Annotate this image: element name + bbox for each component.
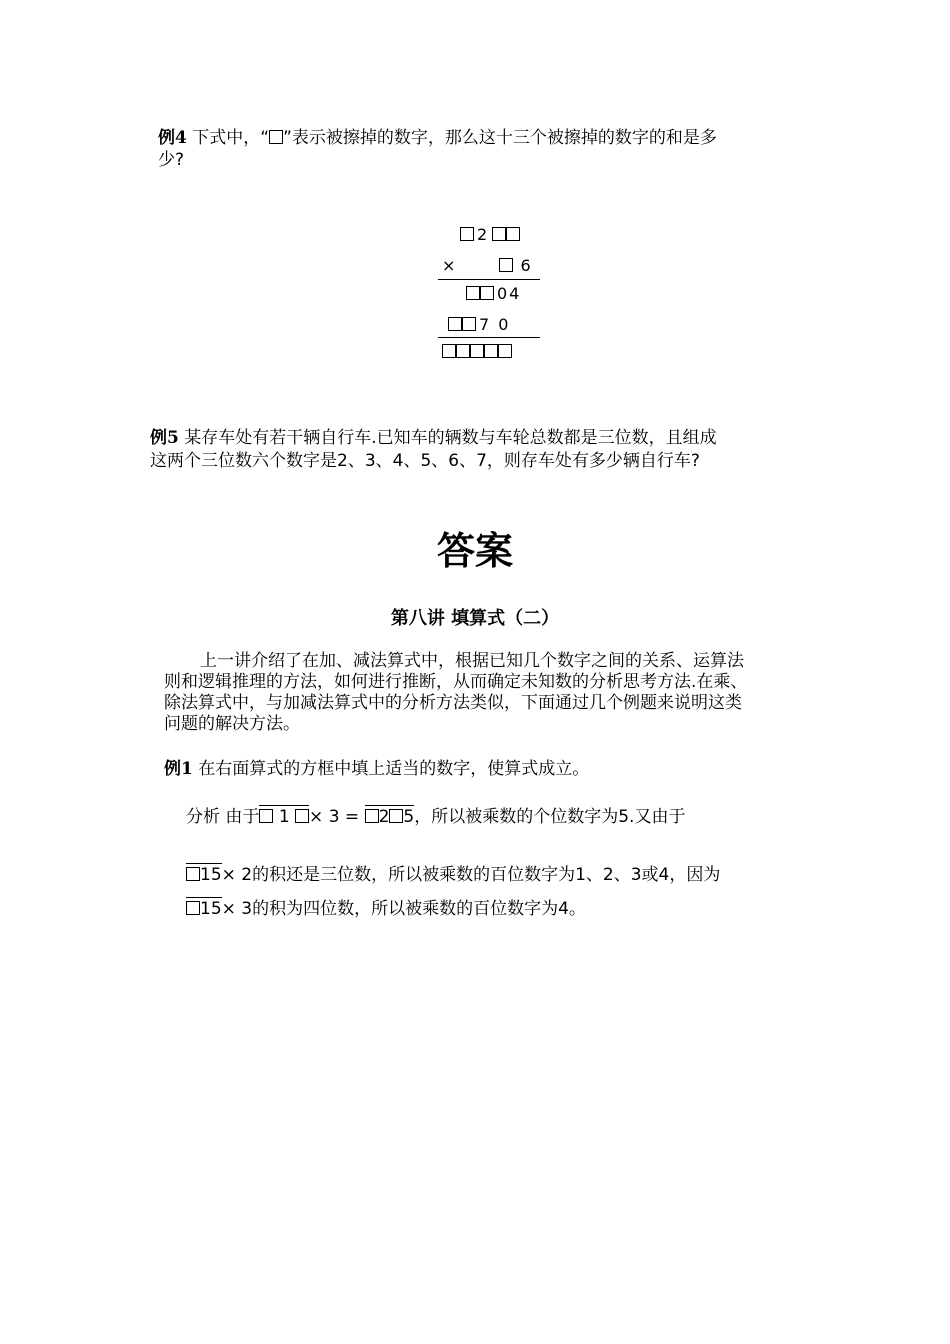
example-4-text-a: 下式中，“ — [192, 128, 270, 148]
digits-15: 15 — [200, 865, 222, 885]
example-1-label: 例1 — [164, 759, 193, 779]
blank-box — [466, 286, 480, 300]
calc-row-multiplicand — [460, 225, 520, 244]
blank-box — [506, 227, 520, 241]
digit-five: 5 — [403, 807, 415, 827]
example-5-line2: 这两个三位数六个数字是2、3、4、5、6、7，则存车处有多少辆自行车? — [150, 451, 700, 471]
calc-rule-line — [438, 279, 540, 280]
analysis-line-3 — [186, 898, 586, 920]
intro-line-2: 则和逻辑推理的方法，如何进行推断，从而确定未知数的分析思考方法.在乘、 — [164, 672, 748, 692]
digit-two: 2 — [378, 807, 390, 827]
example-1 — [164, 758, 589, 780]
overlined-number — [186, 863, 222, 885]
blank-box — [389, 809, 403, 823]
calc-row-partial-2 — [448, 315, 513, 334]
blank-box — [442, 344, 456, 358]
calc-digits: 7 0 — [479, 315, 511, 334]
times-three: × 3 = — [309, 807, 360, 827]
times-sign: × — [442, 256, 458, 275]
calc-row-multiplier — [442, 256, 536, 275]
blank-box — [480, 286, 494, 300]
analysis-text: × 2的积还是三位数，所以被乘数的百位数字为1、2、3或4，因为 — [221, 865, 721, 885]
overlined-multiplicand — [259, 805, 309, 827]
calc-digits: 04 — [497, 284, 522, 303]
blank-box — [460, 227, 474, 241]
example-5-text: 某存车处有若干辆自行车.已知车的辆数与车轮总数都是三位数，且组成 — [184, 428, 717, 448]
blank-box — [498, 344, 512, 358]
example-4-label: 例4 — [158, 128, 187, 148]
calc-digit: 6 — [520, 256, 533, 275]
overlined-product — [365, 805, 415, 827]
blank-box — [186, 867, 200, 881]
intro-line-4: 问题的解决方法。 — [164, 714, 300, 734]
example-4-text-b: ”表示被擦掉的数字，那么这十三个被擦掉的数字的和是多 — [283, 128, 717, 148]
blank-box — [186, 901, 200, 915]
analysis-line-1 — [186, 806, 685, 828]
blank-box — [365, 809, 379, 823]
calc-rule-line — [438, 337, 540, 338]
blank-box — [462, 317, 476, 331]
blank-box — [259, 809, 273, 823]
calc-row-product — [442, 342, 512, 361]
calc-row-partial-1 — [466, 284, 524, 303]
example-5-label: 例5 — [150, 428, 179, 448]
blank-box — [295, 809, 309, 823]
example-5-line1 — [150, 427, 717, 449]
blank-box — [499, 258, 513, 272]
analysis-text: × 3的积为四位数，所以被乘数的百位数字为4。 — [221, 899, 586, 919]
example-4-line2: 少? — [158, 150, 185, 170]
blank-box — [456, 344, 470, 358]
overlined-number — [186, 897, 222, 919]
digits-15: 15 — [200, 899, 222, 919]
calc-digit: 2 — [477, 225, 490, 244]
blank-box — [470, 344, 484, 358]
blank-box — [269, 130, 283, 144]
analysis-line-2 — [186, 864, 720, 886]
example-4-line1 — [158, 127, 717, 149]
analysis-prefix: 分析 由于 — [186, 807, 260, 827]
multiplication-puzzle — [438, 225, 542, 365]
answer-title: 答案 — [436, 528, 513, 573]
blank-box — [448, 317, 462, 331]
blank-box — [492, 227, 506, 241]
intro-line-1: 上一讲介绍了在加、减法算式中，根据已知几个数字之间的关系、运算法 — [200, 651, 744, 671]
lecture-title: 第八讲 填算式（二） — [390, 608, 560, 629]
analysis-text: ，所以被乘数的个位数字为5.又由于 — [414, 807, 686, 827]
example-1-text: 在右面算式的方框中填上适当的数字，使算式成立。 — [198, 759, 590, 779]
intro-line-3: 除法算式中，与加减法算式中的分析方法类似，下面通过几个例题来说明这类 — [164, 693, 742, 713]
digit-one: 1 — [278, 807, 290, 827]
blank-box — [484, 344, 498, 358]
